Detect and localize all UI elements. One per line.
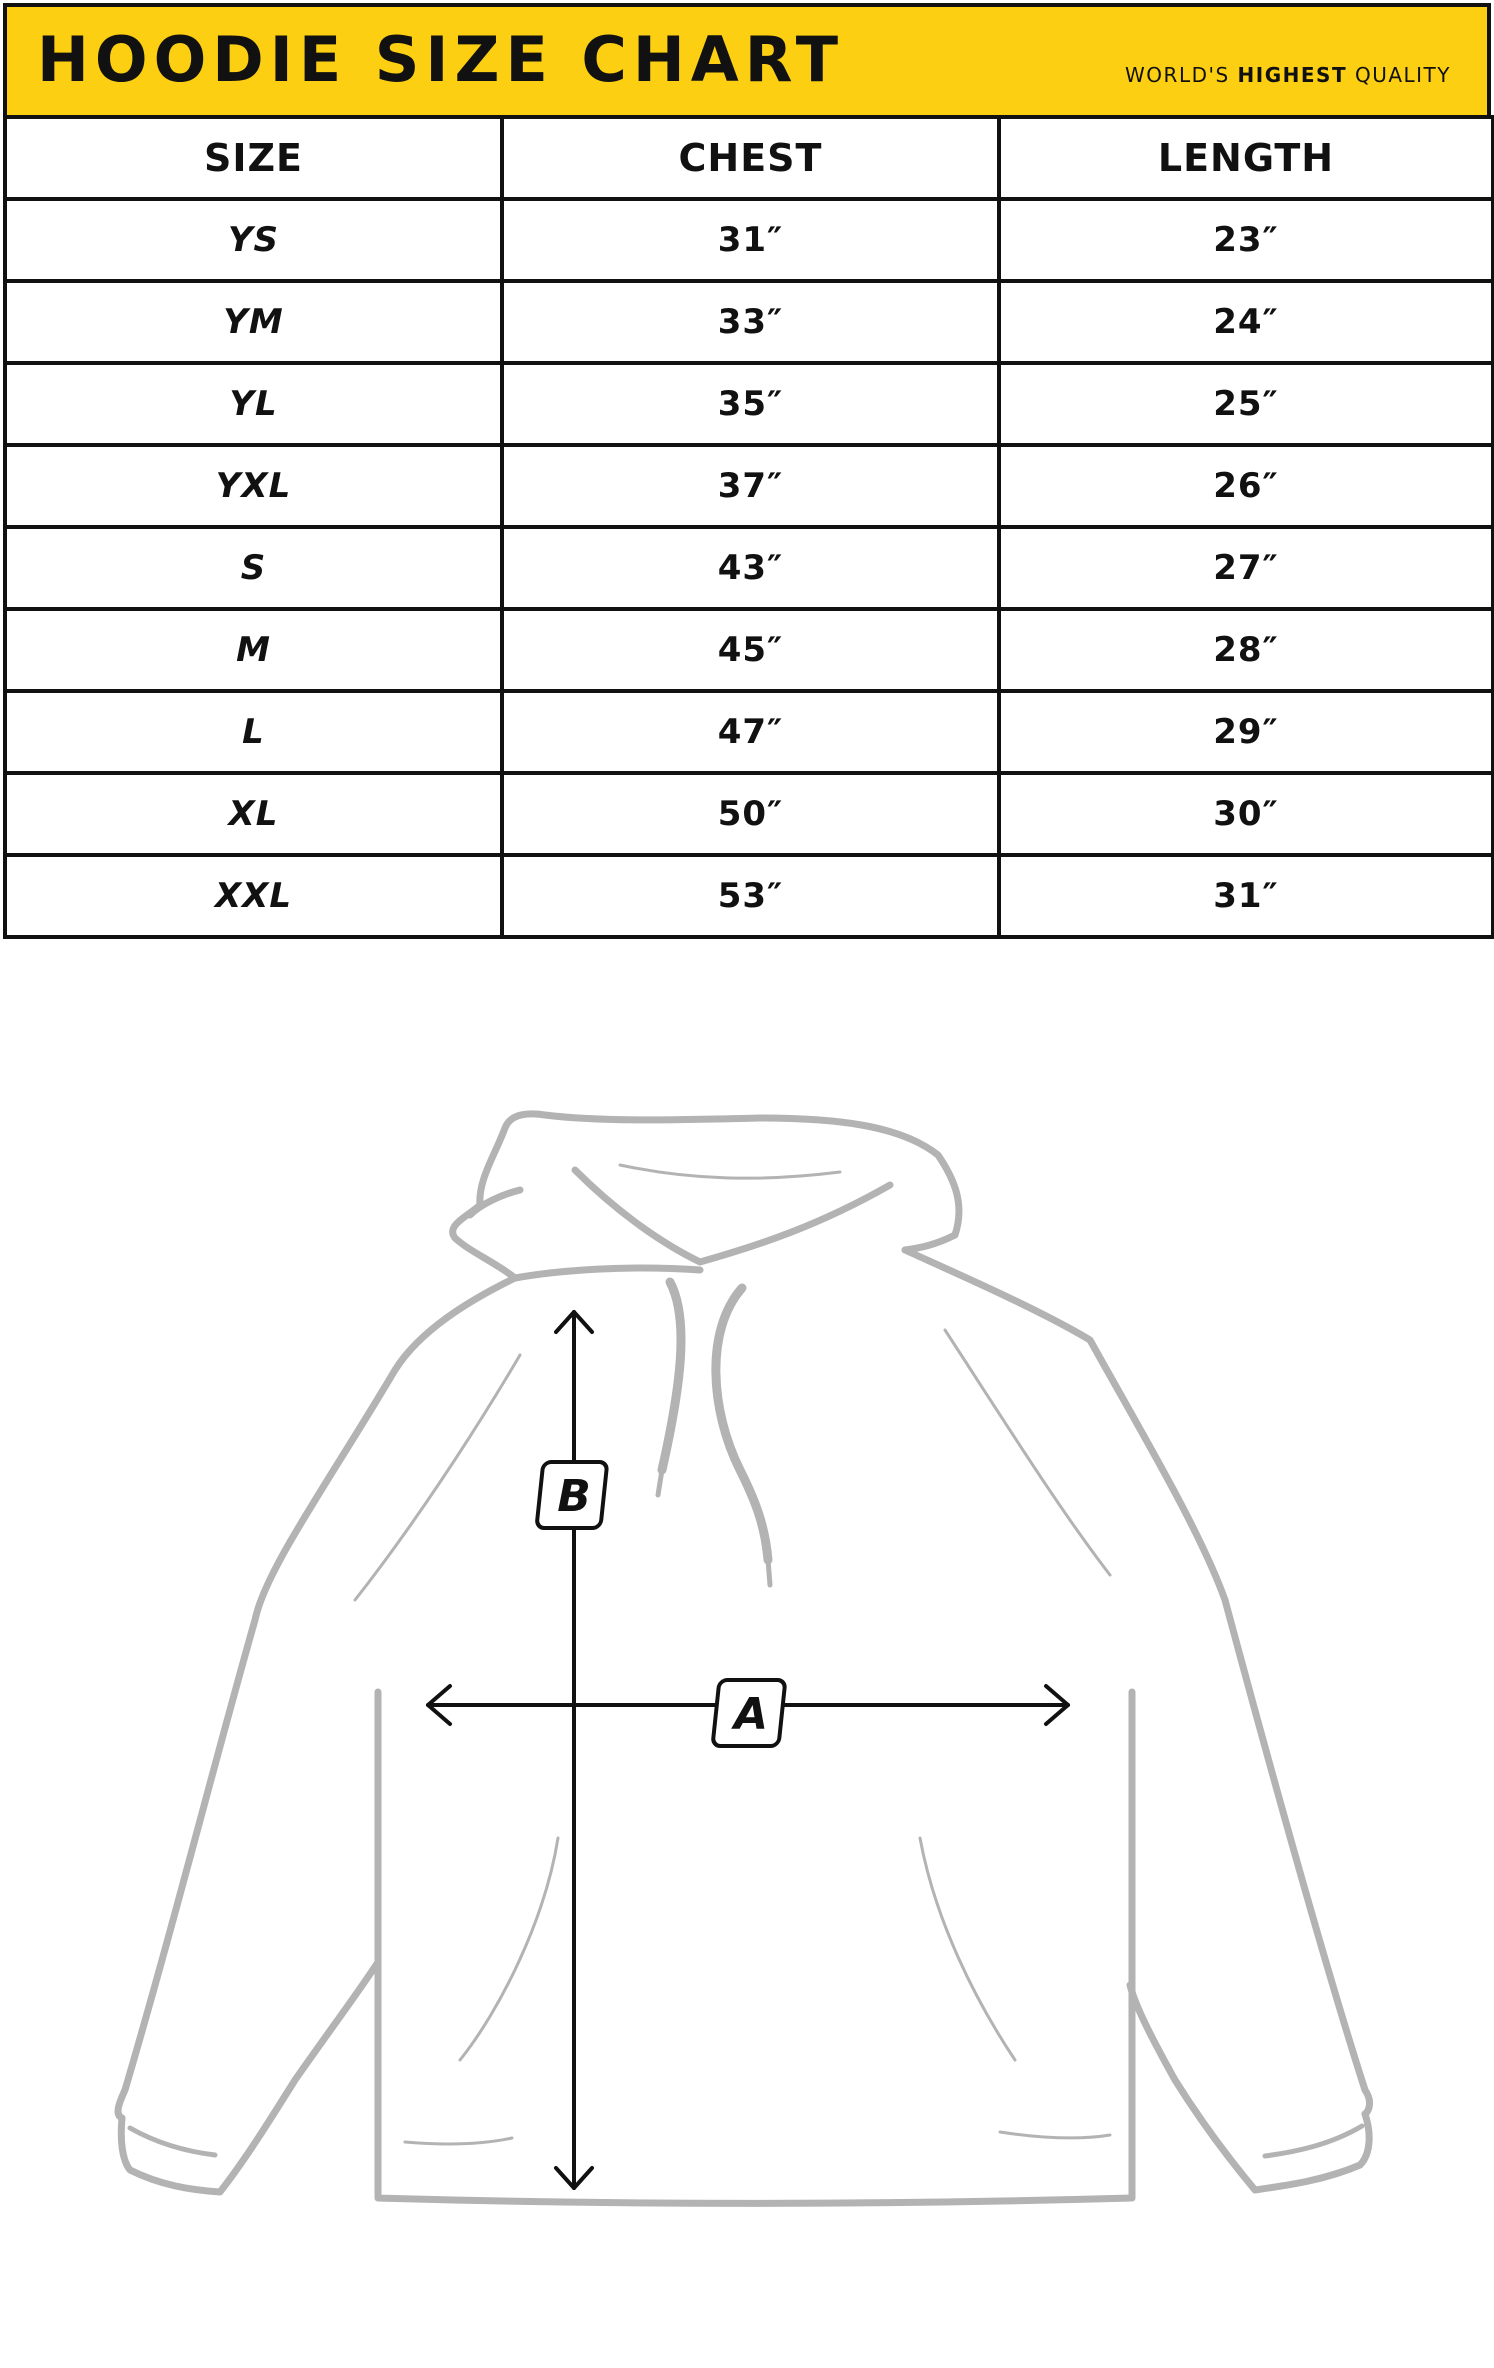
- size-cell: L: [5, 691, 502, 773]
- table-header-row: [5, 117, 1493, 199]
- size-cell: XL: [5, 773, 502, 855]
- length-cell: 31″: [999, 855, 1493, 937]
- table-row: [5, 445, 1493, 527]
- table-row: [5, 773, 1493, 855]
- chest-cell: 35″: [502, 363, 999, 445]
- size-cell: S: [5, 527, 502, 609]
- measurement-arrows: [428, 1312, 1068, 2188]
- length-cell: 29″: [999, 691, 1493, 773]
- table-row: [5, 691, 1493, 773]
- chest-cell: 45″: [502, 609, 999, 691]
- drawstring-aglets: [658, 1470, 770, 1585]
- table-row: [5, 363, 1493, 445]
- chest-cell: 53″: [502, 855, 999, 937]
- length-cell: 23″: [999, 199, 1493, 281]
- table-row: [5, 527, 1493, 609]
- chest-cell: 43″: [502, 527, 999, 609]
- length-cell: 25″: [999, 363, 1493, 445]
- size-cell: YL: [5, 363, 502, 445]
- hoodie-outline: [118, 1114, 1370, 2203]
- chest-cell: 37″: [502, 445, 999, 527]
- chest-cell: 33″: [502, 281, 999, 363]
- chest-cell: 31″: [502, 199, 999, 281]
- table-row: [5, 855, 1493, 937]
- column-header-chest: CHEST: [502, 117, 999, 199]
- table-row: [5, 199, 1493, 281]
- tagline-suffix: QUALITY: [1354, 63, 1451, 87]
- chest-cell: 50″: [502, 773, 999, 855]
- size-cell: YM: [5, 281, 502, 363]
- length-cell: 28″: [999, 609, 1493, 691]
- label-b: B: [557, 1471, 591, 1522]
- hoodie-measurement-diagram: [0, 1010, 1494, 2368]
- chart-header: [3, 3, 1491, 115]
- length-cell: 27″: [999, 527, 1493, 609]
- label-a: A: [733, 1689, 769, 1740]
- column-header-length: LENGTH: [999, 117, 1493, 199]
- size-cell: YS: [5, 199, 502, 281]
- chest-cell: 47″: [502, 691, 999, 773]
- size-cell: M: [5, 609, 502, 691]
- length-cell: 30″: [999, 773, 1493, 855]
- length-cell: 26″: [999, 445, 1493, 527]
- size-cell: XXL: [5, 855, 502, 937]
- table-row: [5, 281, 1493, 363]
- tagline: [1125, 63, 1451, 87]
- size-cell: YXL: [5, 445, 502, 527]
- table-row: [5, 609, 1493, 691]
- length-cell: 24″: [999, 281, 1493, 363]
- label-b-badge: [536, 1462, 607, 1528]
- column-header-size: SIZE: [5, 117, 502, 199]
- size-table: [3, 115, 1494, 939]
- label-a-badge: [712, 1680, 785, 1746]
- page-title: HOODIE SIZE CHART: [37, 23, 845, 96]
- tagline-bold: HIGHEST: [1237, 63, 1348, 87]
- tagline-prefix: WORLD'S: [1125, 63, 1230, 87]
